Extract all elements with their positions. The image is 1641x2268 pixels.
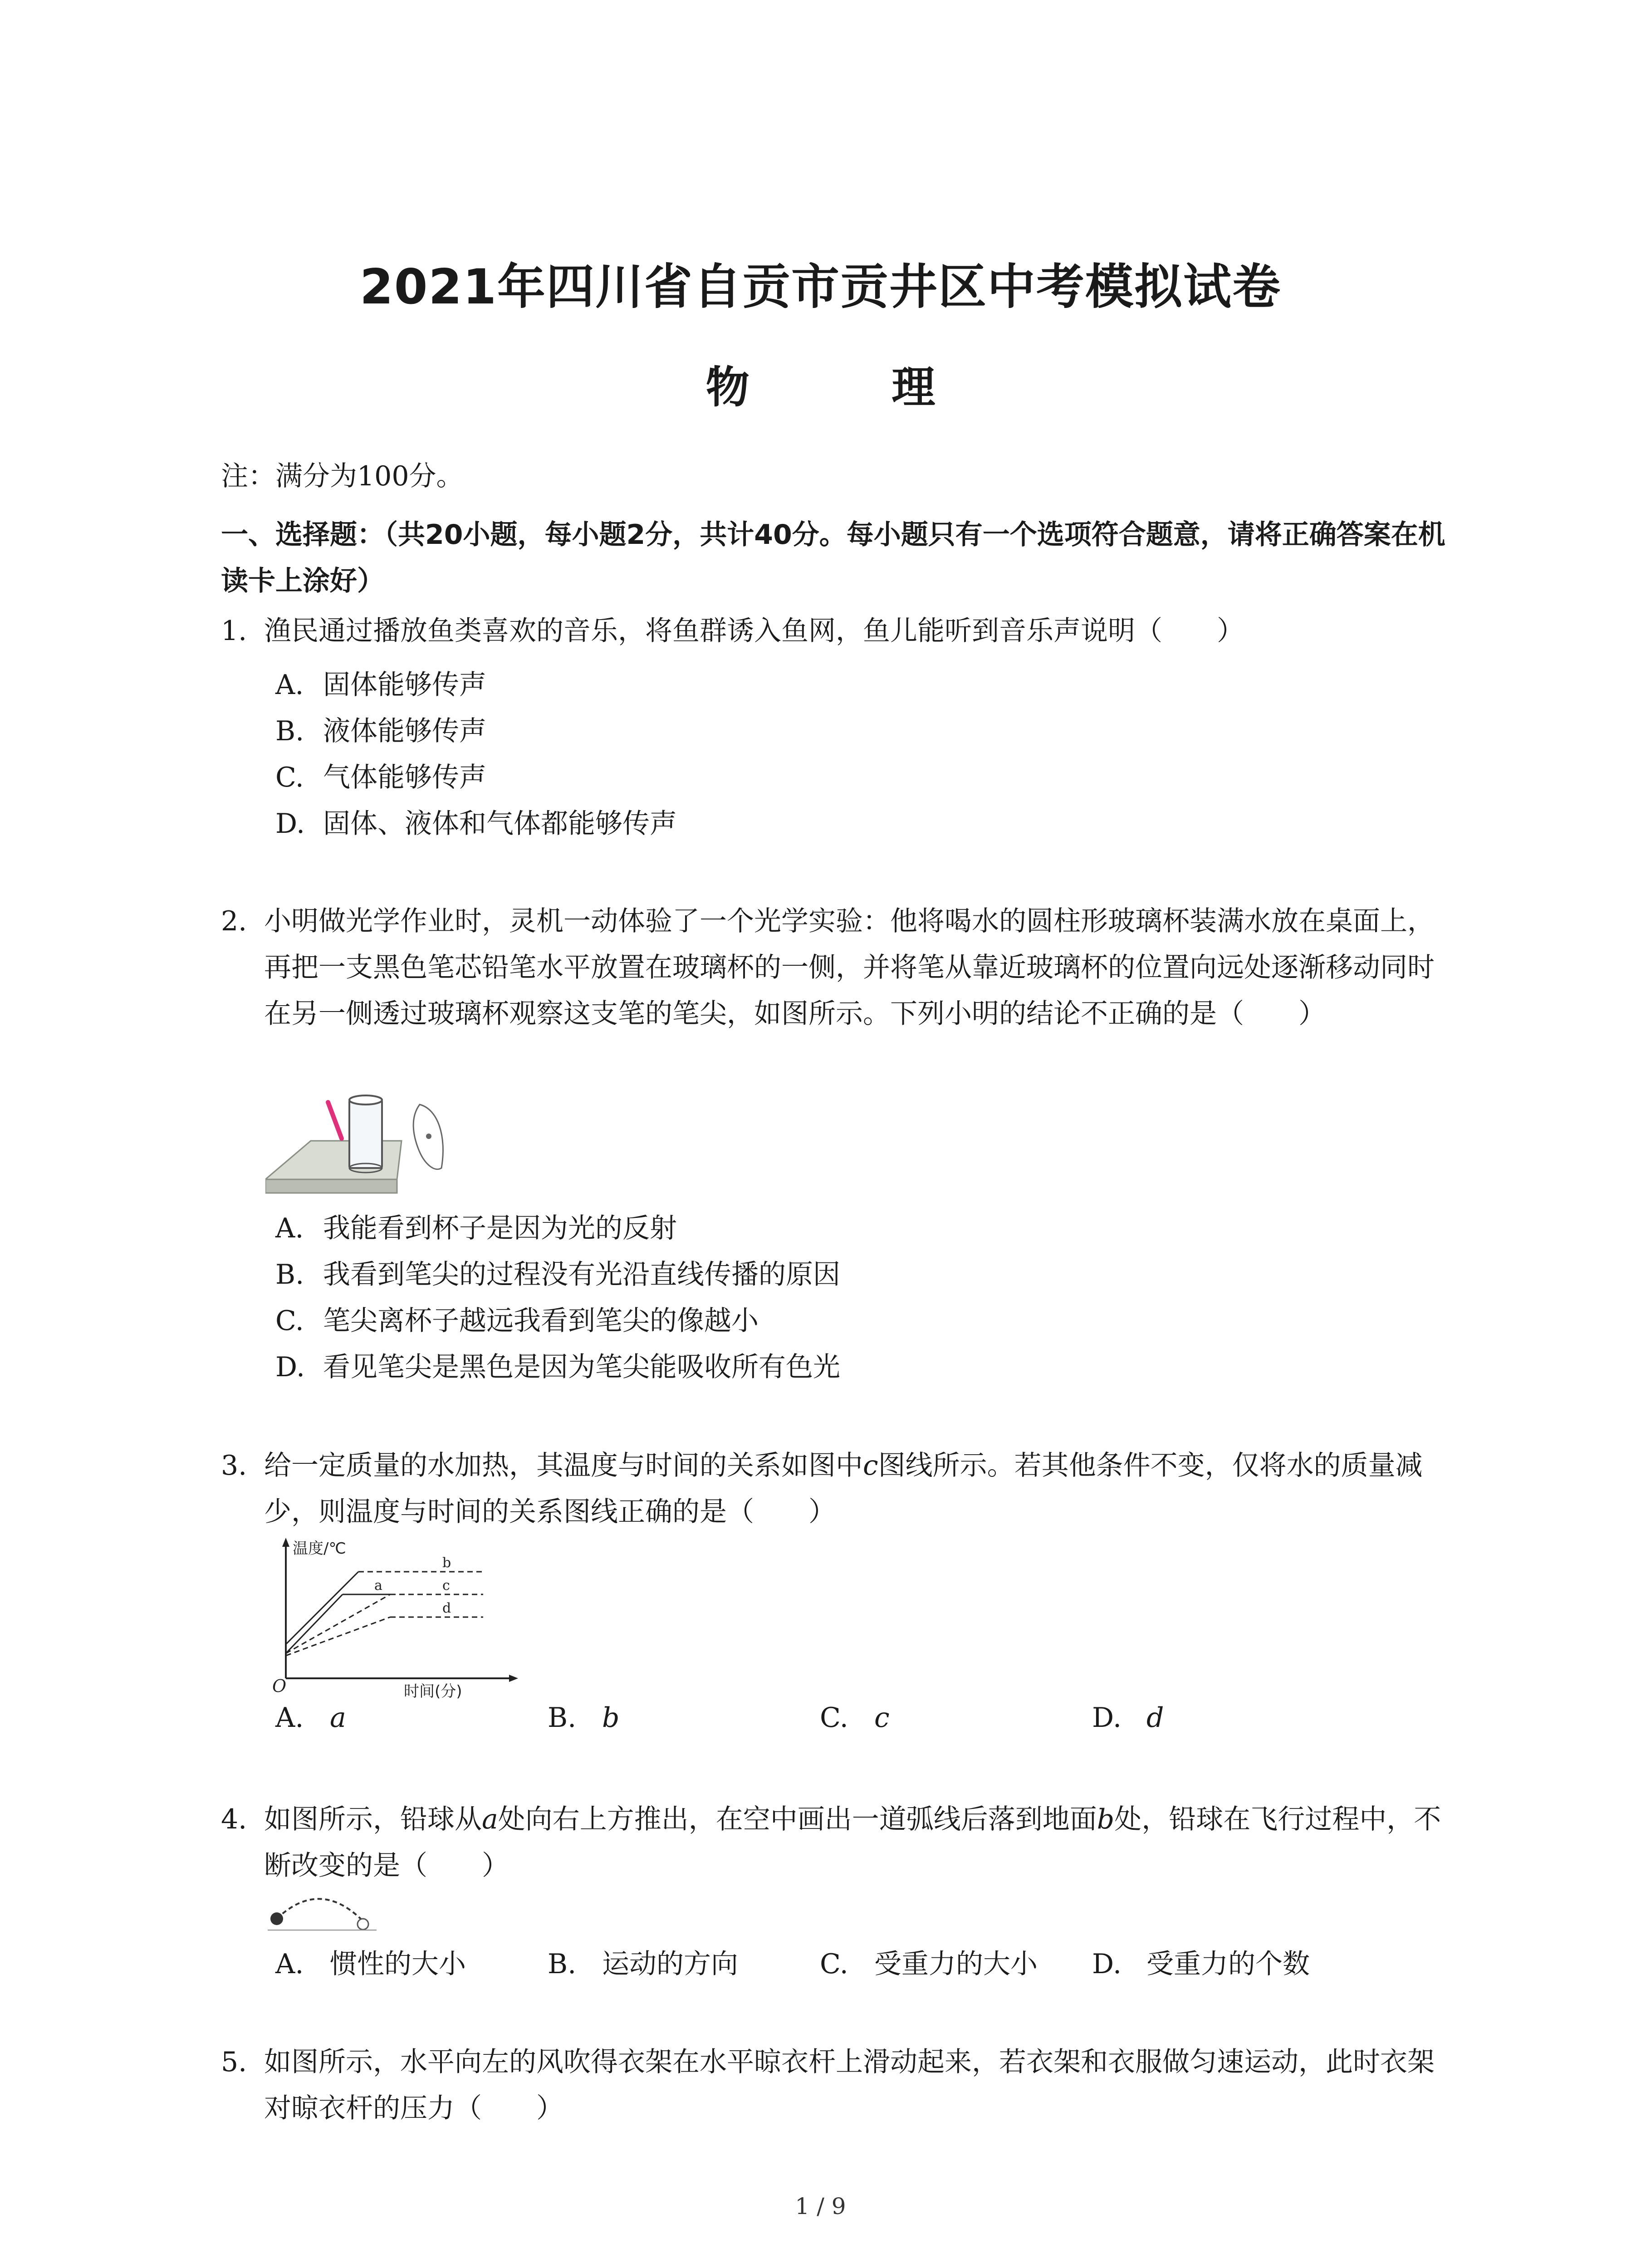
x-axis-label: 时间(分) <box>404 1682 462 1699</box>
q3-option-d[interactable] <box>1092 1702 1164 1734</box>
question-2 <box>221 898 1455 1037</box>
page-title: 2021年四川省自贡市贡井区中考模拟试卷 <box>359 259 1282 315</box>
q3-option-c[interactable] <box>820 1702 890 1734</box>
q4-option-b[interactable] <box>548 1942 738 1981</box>
shot-put-arc-figure <box>265 1882 383 1937</box>
q2-option-d[interactable] <box>275 1345 840 1384</box>
option-text: 受重力的个数 <box>1146 1948 1310 1980</box>
option-label: B. <box>275 715 304 747</box>
q2-option-c[interactable] <box>275 1299 759 1338</box>
question-number: 3. <box>221 1450 247 1481</box>
q4-option-a[interactable] <box>275 1942 466 1981</box>
option-text: 我能看到杯子是因为光的反射 <box>323 1212 677 1244</box>
option-label: C. <box>275 762 304 793</box>
option-label: D. <box>1092 1948 1122 1980</box>
q3-option-b[interactable] <box>548 1702 619 1734</box>
option-text: 固体能够传声 <box>323 669 486 701</box>
stem-text: 图线所示。若其他条件不变，仅将水的质量减少，则温度与时间的关系图线正确的是（ ） <box>264 1450 1423 1528</box>
option-text: 惯性的大小 <box>330 1948 466 1980</box>
y-axis-label: 温度/℃ <box>293 1540 346 1558</box>
option-text: 看见笔尖是黑色是因为笔尖能吸收所有色光 <box>323 1351 840 1383</box>
option-text: 运动的方向 <box>602 1948 738 1980</box>
option-text: c <box>874 1702 890 1734</box>
option-text: 受重力的大小 <box>874 1948 1038 1980</box>
stem-variable: b <box>1097 1804 1115 1835</box>
line-label-a: a <box>374 1578 382 1593</box>
option-label: A. <box>275 1702 304 1734</box>
option-text: a <box>330 1702 346 1734</box>
option-text: d <box>1146 1702 1164 1734</box>
question-stem: 渔民通过播放鱼类喜欢的音乐，将鱼群诱入鱼网，鱼儿能听到音乐声说明（ ） <box>264 615 1244 647</box>
stem-text: 处，铅球在飞行过程中，不断改变的是（ ） <box>264 1804 1441 1882</box>
score-note: 注：满分为100分。 <box>221 460 464 492</box>
question-stem: 小明做光学作业时，灵机一动体验了一个光学实验：他将喝水的圆柱形玻璃杯装满水放在桌面上，再把一支黑色笔芯铅笔水平放置在玻璃杯的一侧，并将笔从靠近玻璃杯的位置向远处逐渐移动同时在另一侧透过玻璃杯观察这支笔的笔尖，如图所示。下列小明的结论不正确的是（ ） <box>264 905 1435 1030</box>
option-label: B. <box>548 1948 577 1980</box>
question-number: 1. <box>221 615 247 647</box>
option-label: C. <box>820 1948 848 1980</box>
page-number: 1 / 9 <box>795 2193 846 2219</box>
q1-option-c[interactable] <box>275 756 486 795</box>
option-label: B. <box>548 1702 577 1734</box>
option-label: C. <box>275 1305 304 1337</box>
option-text: b <box>602 1702 620 1734</box>
stem-variable: c <box>863 1450 878 1481</box>
q1-option-b[interactable] <box>275 709 486 748</box>
q2-option-a[interactable] <box>275 1207 677 1246</box>
option-label: C. <box>820 1702 848 1734</box>
option-label: D. <box>275 808 305 840</box>
option-label: D. <box>1092 1702 1122 1734</box>
glass-experiment-figure <box>265 1082 474 1202</box>
option-text: 气体能够传声 <box>323 762 486 793</box>
question-5 <box>221 2039 1455 2131</box>
q4-option-d[interactable] <box>1092 1942 1310 1981</box>
option-label: A. <box>275 1948 304 1980</box>
option-text: 我看到笔尖的过程没有光沿直线传播的原因 <box>323 1259 840 1290</box>
line-label-d: d <box>442 1600 451 1616</box>
line-label-b: b <box>442 1555 451 1571</box>
option-text: 液体能够传声 <box>323 715 486 747</box>
temperature-time-graph <box>268 1535 522 1699</box>
q4-option-c[interactable] <box>820 1942 1038 1981</box>
line-label-c: c <box>442 1578 450 1593</box>
line-c <box>286 1594 390 1653</box>
question-number: 2. <box>221 905 247 937</box>
question-number: 5. <box>221 2046 247 2078</box>
section-heading: 一、选择题：（共20小题，每小题2分，共计40分。每小题只有一个选项符合题意，请将正确答案在机读卡上涂好） <box>221 519 1445 597</box>
subject-title: 物 理 <box>705 362 999 413</box>
option-label: D. <box>275 1351 305 1383</box>
question-1 <box>221 608 1455 654</box>
q1-option-d[interactable] <box>275 802 677 841</box>
option-text: 笔尖离杯子越远我看到笔尖的像越小 <box>323 1305 759 1337</box>
stem-text: 处向右上方推出，在空中画出一道弧线后落到地面 <box>498 1804 1097 1835</box>
option-label: B. <box>275 1259 304 1290</box>
question-stem: 如图所示，水平向左的风吹得衣架在水平晾衣杆上滑动起来，若衣架和衣服做匀速运动，此时衣架对晾衣杆的压力（ ） <box>264 2046 1435 2124</box>
question-stem <box>264 1442 1455 1535</box>
origin-label: O <box>272 1676 287 1696</box>
stem-text: 给一定质量的水加热，其温度与时间的关系如图中 <box>264 1450 863 1481</box>
stem-text: 如图所示，铅球从 <box>264 1804 482 1835</box>
question-3 <box>221 1442 1455 1535</box>
option-text: 固体、液体和气体都能够传声 <box>323 808 677 840</box>
question-stem <box>264 1796 1455 1889</box>
question-number: 4. <box>221 1804 247 1835</box>
q2-option-b[interactable] <box>275 1253 840 1292</box>
q3-option-a[interactable] <box>275 1702 346 1734</box>
option-label: A. <box>275 1212 304 1244</box>
option-label: A. <box>275 669 304 701</box>
question-4 <box>221 1796 1455 1889</box>
q1-option-a[interactable] <box>275 663 486 702</box>
stem-variable: a <box>482 1804 498 1835</box>
